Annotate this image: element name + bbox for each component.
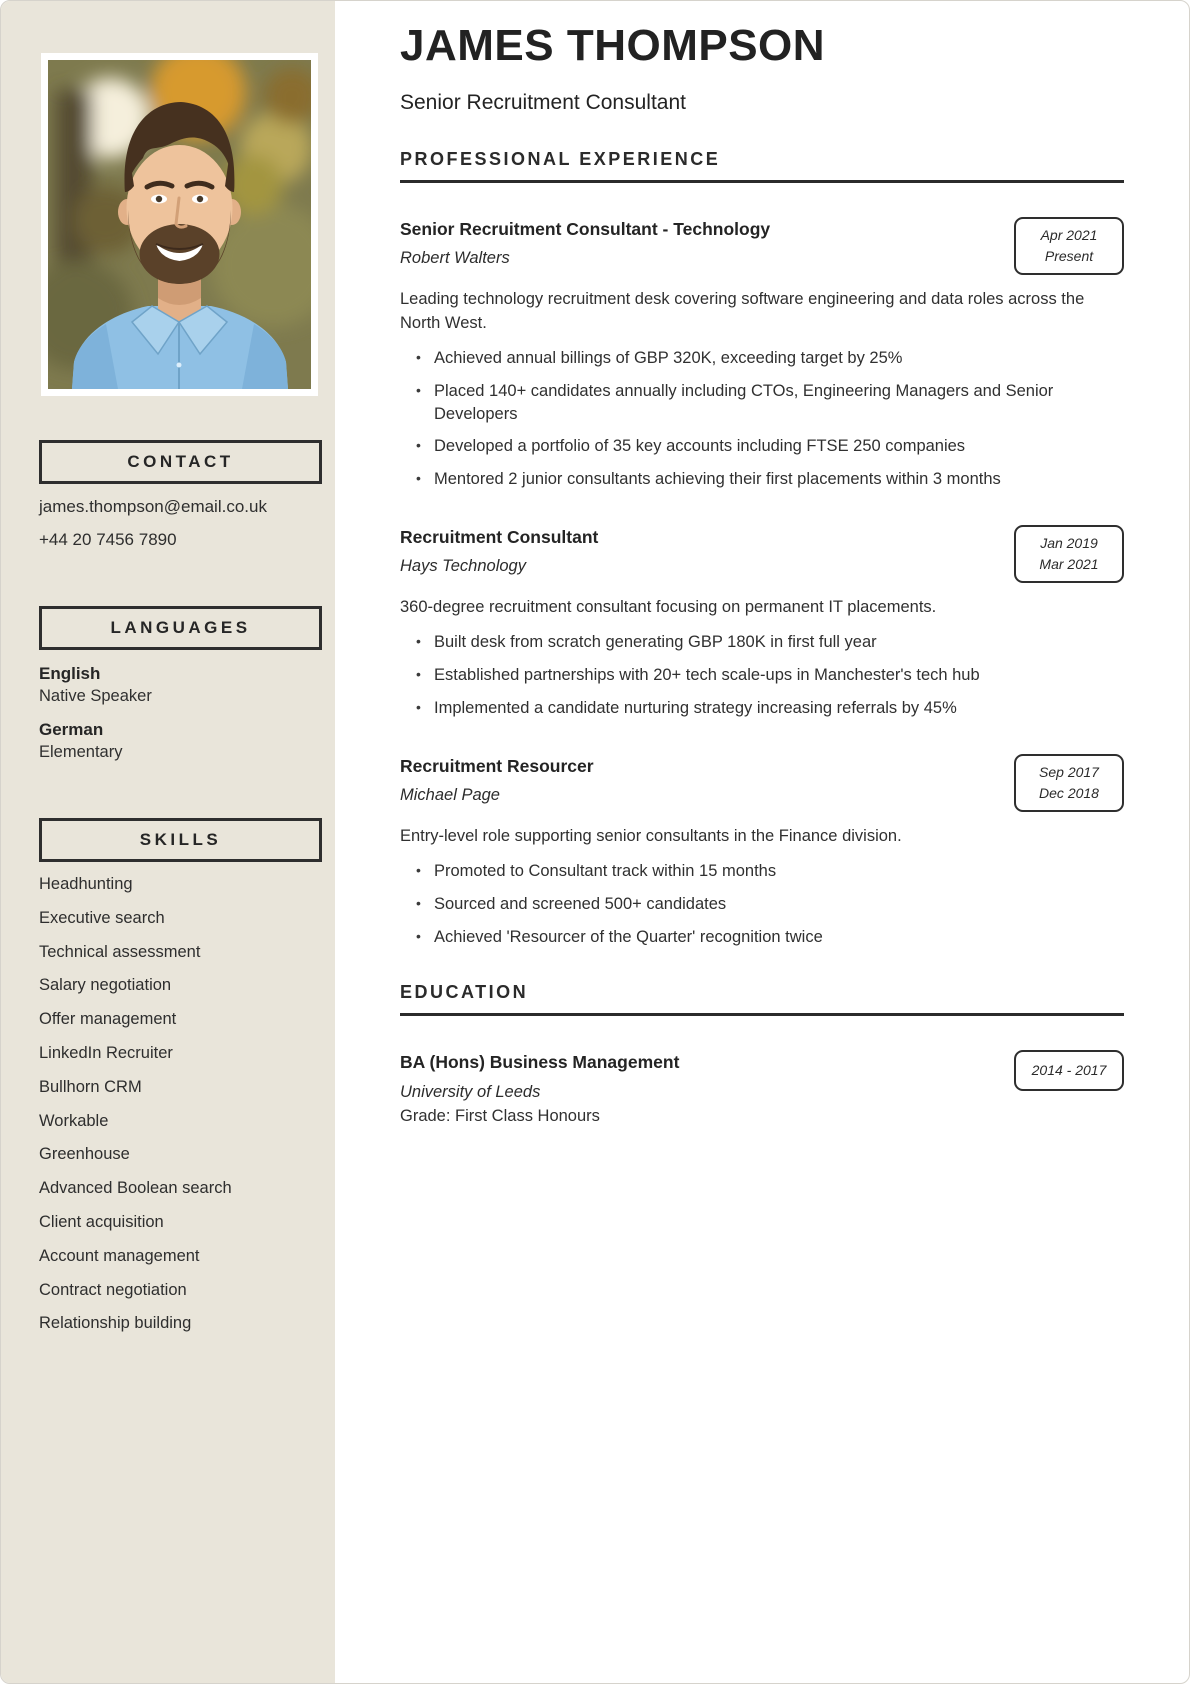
entry-description: Entry-level role supporting senior consultants in the Finance division. — [400, 826, 902, 845]
skill-item: Bullhorn CRM — [39, 1077, 142, 1096]
entry-header — [400, 1052, 1124, 1126]
skills-list — [39, 875, 322, 1334]
entry-title: Recruitment Resourcer — [400, 755, 594, 776]
bullet-item: • Sourced and screened 500+ candidates — [400, 893, 1124, 916]
skill-item: LinkedIn Recruiter — [39, 1043, 173, 1062]
entry-title: Senior Recruitment Consultant - Technology — [400, 219, 771, 240]
entry-bullets — [400, 860, 1124, 948]
entry-company: Robert Walters — [400, 249, 510, 268]
entry-description: Leading technology recruitment desk covering software engineering and data roles across the North West. — [400, 290, 1085, 332]
experience-entry — [400, 219, 1124, 491]
entry-title-block — [400, 1052, 679, 1126]
entry-description: 360-degree recruitment consultant focusing on permanent IT placements. — [400, 597, 937, 616]
experience-entry — [400, 527, 1124, 720]
language-level: Elementary — [39, 743, 123, 761]
date-end: Mar 2021 — [1039, 555, 1099, 572]
entry-bullets — [400, 347, 1124, 491]
bullet-item: • Developed a portfolio of 35 key accounts including FTSE 250 companies — [400, 435, 1124, 458]
skill-item: Contract negotiation — [39, 1280, 187, 1299]
grade-line: Grade: First Class Honours — [400, 1107, 600, 1126]
entry-company: Hays Technology — [400, 556, 526, 575]
sidebar — [1, 1, 335, 1683]
skill-item: Headhunting — [39, 875, 133, 893]
language-name: German — [39, 720, 104, 739]
date-start: Apr 2021 — [1040, 227, 1098, 244]
school-name: University of Leeds — [400, 1083, 541, 1102]
date-badge — [1014, 1050, 1124, 1091]
skills-section — [39, 818, 322, 1334]
languages-section — [39, 606, 322, 762]
language-item — [39, 664, 322, 706]
degree-title: BA (Hons) Business Management — [400, 1052, 680, 1073]
entry-header — [400, 756, 1124, 812]
skill-item: Executive search — [39, 908, 165, 927]
date-start: Jan 2019 — [1040, 534, 1098, 551]
entry-header — [400, 219, 1124, 275]
entry-title-block — [400, 756, 594, 805]
experience-heading: PROFESSIONAL EXPERIENCE — [400, 149, 1124, 183]
entry-title: Recruitment Consultant — [400, 526, 599, 547]
bullet-item: • Achieved annual billings of GBP 320K, exceeding target by 25% — [400, 347, 1124, 370]
skill-item: Offer management — [39, 1010, 177, 1029]
languages-heading: LANGUAGES — [39, 606, 322, 650]
skill-item: Technical assessment — [39, 942, 201, 961]
entry-header — [400, 527, 1124, 583]
education-entry — [400, 1052, 1124, 1126]
language-level: Native Speaker — [39, 687, 152, 705]
portrait-illustration — [48, 60, 311, 389]
main-content — [335, 1, 1189, 1683]
person-job-title: Senior Recruitment Consultant — [400, 91, 686, 115]
date-range: 2014 - 2017 — [1031, 1062, 1107, 1079]
skill-item: Relationship building — [39, 1314, 192, 1333]
skill-item: Workable — [39, 1111, 109, 1130]
date-badge — [1014, 217, 1124, 275]
skill-item: Account management — [39, 1246, 200, 1265]
bullet-item: • Placed 140+ candidates annually including CTOs, Engineering Managers and Senior Developers — [400, 380, 1124, 426]
bullet-item: • Mentored 2 junior consultants achieving their first placements within 3 months — [400, 468, 1124, 491]
bullet-item: • Promoted to Consultant track within 15 months — [400, 860, 1124, 883]
language-item — [39, 720, 322, 762]
experience-entry — [400, 756, 1124, 949]
contact-section — [39, 440, 322, 550]
bullet-item: • Achieved 'Resourcer of the Quarter' recognition twice — [400, 926, 1124, 949]
bullet-item: • Built desk from scratch generating GBP 180K in first full year — [400, 631, 1124, 654]
date-badge — [1014, 754, 1124, 812]
contact-heading: CONTACT — [39, 440, 322, 484]
profile-photo — [41, 53, 318, 396]
contact-email: james.thompson@email.co.uk — [39, 497, 267, 516]
entry-title-block — [400, 527, 598, 576]
person-name: JAMES THOMPSON — [400, 21, 826, 70]
bullet-item: • Established partnerships with 20+ tech scale-ups in Manchester's tech hub — [400, 664, 1124, 687]
date-end: Dec 2018 — [1039, 784, 1099, 801]
bullet-item: • Implemented a candidate nurturing strategy increasing referrals by 45% — [400, 697, 1124, 720]
entry-company: Michael Page — [400, 785, 500, 804]
skill-item: Salary negotiation — [39, 976, 172, 995]
date-end: Present — [1044, 248, 1094, 265]
skill-item: Advanced Boolean search — [39, 1179, 232, 1198]
entry-title-block — [400, 219, 770, 268]
skill-item: Greenhouse — [39, 1145, 130, 1164]
contact-phone: +44 20 7456 7890 — [39, 530, 177, 549]
entry-bullets — [400, 631, 1124, 719]
date-badge — [1014, 525, 1124, 583]
skills-heading: SKILLS — [39, 818, 322, 862]
skill-item: Client acquisition — [39, 1212, 164, 1231]
education-heading: EDUCATION — [400, 982, 1124, 1016]
language-name: English — [39, 664, 101, 683]
date-start: Sep 2017 — [1039, 763, 1099, 780]
